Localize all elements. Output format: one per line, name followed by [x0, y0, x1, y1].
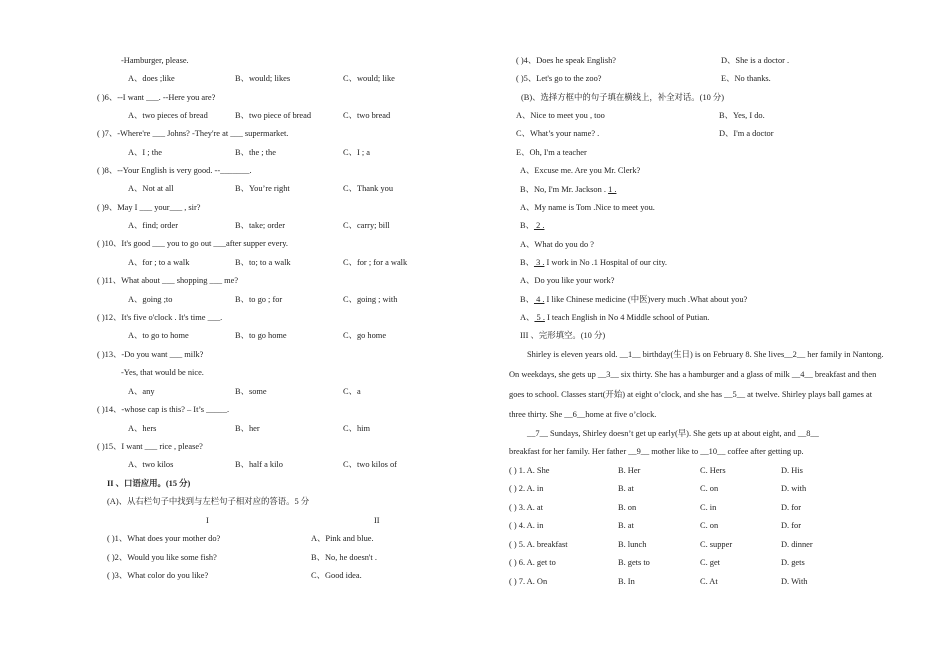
q9-option-b: B、take; order: [235, 221, 286, 230]
dialog-blank-1: 1 .: [608, 185, 617, 194]
box-option-d: D、I'm a doctor: [719, 129, 774, 138]
match-answer-a: A、Pink and blue.: [311, 534, 374, 543]
cloze-row-2-c: C. on: [700, 484, 719, 493]
q5-option-a: A、does ;like: [128, 74, 175, 83]
cloze-row-6-a: ( ) 6. A. get to: [509, 558, 556, 567]
match-question-5: ( )5、Let's go to the zoo?: [516, 74, 602, 83]
dialog-blank-5: 5 .: [534, 313, 545, 322]
cloze-row-3-c: C. in: [700, 503, 717, 512]
dialog-line-4: B、 2 .: [520, 221, 545, 230]
cloze-row-7-d: D. With: [781, 577, 808, 586]
section-3-title: III 、完形填空。(10 分): [520, 331, 606, 340]
match-question-4: ( )4、Does he speak English?: [516, 56, 617, 65]
match-answer-d: D、She is a doctor .: [721, 56, 790, 65]
q11-option-a: A、going ;to: [128, 295, 173, 304]
q13-stem: ( )13、-Do you want ___ milk?: [97, 350, 204, 359]
q6-option-b: B、two piece of bread: [235, 111, 312, 120]
q8-option-a: A、Not at all: [128, 184, 174, 193]
dialog-line-3: A、My name is Tom .Nice to meet you.: [520, 203, 655, 212]
q15-option-a: A、two kilos: [128, 460, 174, 469]
cloze-row-5-c: C. supper: [700, 540, 733, 549]
cloze-row-5-b: B. lunch: [618, 540, 647, 549]
cloze-row-6-b: B. gets to: [618, 558, 650, 567]
cloze-row-5-d: D. dinner: [781, 540, 813, 549]
q8-option-c: C、Thank you: [343, 184, 394, 193]
q12-stem: ( )12、It's five o'clock . It's time ___.: [97, 313, 223, 322]
box-option-e: E、Oh, I'm a teacher: [516, 148, 587, 157]
passage-line-1: Shirley is eleven years old. __1__ birthday(生日) is on February 8. She lives__2__ her family in Nantong.: [527, 350, 884, 359]
cloze-row-4-b: B. at: [618, 521, 634, 530]
cloze-row-6-d: D. gets: [781, 558, 805, 567]
passage-line-6: breakfast for her family. Her father __9__ mother like to __10__ coffee after getting up.: [509, 447, 804, 456]
q14-option-c: C、him: [343, 424, 370, 433]
passage-line-4: three thirty. She __6__home at five o’clock.: [509, 410, 657, 419]
section-2b-instruction: (B)、选择方框中的句子填在横线上，补全对话。(10 分): [521, 93, 725, 102]
q15-stem: ( )15、I want ___ rice , please?: [97, 442, 203, 451]
dialog-blank-2: 2 .: [533, 221, 545, 230]
q5-option-b: B、would; likes: [235, 74, 291, 83]
q13-option-b: B、some: [235, 387, 267, 396]
column-ii-header: II: [374, 516, 380, 525]
q14-option-a: A、hers: [128, 424, 157, 433]
cloze-row-3-d: D. for: [781, 503, 802, 512]
q7-option-c: C、I ; a: [343, 148, 370, 157]
q13-option-a: A、any: [128, 387, 155, 396]
dialog-line-9: A、 5 . I teach English in No 4 Middle school of Putian.: [520, 313, 710, 322]
q12-option-a: A、to go to home: [128, 331, 189, 340]
match-question-2: ( )2、Would you like some fish?: [107, 553, 217, 562]
dialog-blank-4: 4 .: [533, 295, 545, 304]
q10-option-c: C、for ; for a walk: [343, 258, 408, 267]
cloze-row-1-a: ( ) 1. A. She: [509, 466, 550, 475]
passage-line-3: goes to school. Classes start(开始) at eight o’clock, and she has __5__ at twelve. Shirley plays ball games at: [509, 390, 873, 399]
q10-option-b: B、to; to a walk: [235, 258, 291, 267]
cloze-row-7-c: C. At: [700, 577, 718, 586]
q6-option-a: A、two pieces of bread: [128, 111, 208, 120]
match-answer-c: C、Good idea.: [311, 571, 362, 580]
box-option-a: A、Nice to meet you , too: [516, 111, 605, 120]
dialog-line-5: A、What do you do ?: [520, 240, 594, 249]
q11-stem: ( )11、What about ___ shopping ___ me?: [97, 276, 239, 285]
q15-option-b: B、half a kilo: [235, 460, 283, 469]
cloze-row-4-a: ( ) 4. A. in: [509, 521, 544, 530]
cloze-row-6-c: C. get: [700, 558, 721, 567]
dialog-line-7: A、Do you like your work?: [520, 276, 615, 285]
q10-stem: ( )10、It's good ___ you to go out ___after supper every.: [97, 239, 288, 248]
dialog-blank-3: 3 .: [533, 258, 545, 267]
passage-line-5: __7__ Sundays, Shirley doesn’t get up early(早). She gets up at about eight, and __8__: [527, 429, 819, 438]
box-option-b: B、Yes, I do.: [719, 111, 765, 120]
q13-option-c: C、a: [343, 387, 361, 396]
column-i-header: I: [206, 516, 209, 525]
q14-option-b: B、her: [235, 424, 260, 433]
match-question-1: ( )1、What does your mother do?: [107, 534, 221, 543]
q9-option-c: C、carry; bill: [343, 221, 390, 230]
q9-stem: ( )9、May I ___ your___ , sir?: [97, 203, 201, 212]
section-2-title: II 、口语应用。(15 分): [107, 479, 191, 488]
q13-reply: -Yes, that would be nice.: [121, 368, 204, 377]
match-answer-e: E、No thanks.: [721, 74, 771, 83]
cloze-row-3-b: B. on: [618, 503, 637, 512]
q11-option-c: C、going ; with: [343, 295, 398, 304]
q8-stem: ( )8、--Your English is very good. --_______.: [97, 166, 252, 175]
section-2a-instruction: (A)、从右栏句子中找到与左栏句子相对应的答语。5 分: [107, 497, 310, 506]
q10-option-a: A、for ; to a walk: [128, 258, 190, 267]
q12-option-b: B、to go home: [235, 331, 287, 340]
cloze-row-4-d: D. for: [781, 521, 802, 530]
cloze-row-2-d: D. with: [781, 484, 807, 493]
box-option-c: C、What’s your name? .: [516, 129, 600, 138]
cloze-row-7-a: ( ) 7. A. On: [509, 577, 548, 586]
match-question-3: ( )3、What color do you like?: [107, 571, 209, 580]
cloze-row-2-b: B. at: [618, 484, 634, 493]
match-answer-b: B、No, he doesn't .: [311, 553, 377, 562]
q6-stem: ( )6、--I want ___. --Here you are?: [97, 93, 216, 102]
cloze-row-2-a: ( ) 2. A. in: [509, 484, 544, 493]
cloze-row-1-d: D. His: [781, 466, 803, 475]
q12-option-c: C、go home: [343, 331, 387, 340]
cloze-row-7-b: B. In: [618, 577, 635, 586]
passage-line-2: On weekdays, she gets up __3__ six thirty. She has a hamburger and a glass of milk __4__ breakfast and then: [509, 370, 877, 379]
q9-option-a: A、find; order: [128, 221, 179, 230]
q7-option-a: A、I ; the: [128, 148, 162, 157]
q7-option-b: B、the ; the: [235, 148, 276, 157]
dialog-line-8: B、 4 . I like Chinese medicine (中医)very much .What about you?: [520, 295, 748, 304]
q5-answer-line: -Hamburger, please.: [121, 56, 189, 65]
q5-option-c: C、would; like: [343, 74, 395, 83]
dialog-line-2: B、No, I'm Mr. Jackson . 1 .: [520, 185, 617, 194]
q8-option-b: B、You’re right: [235, 184, 290, 193]
cloze-row-1-c: C. Hers: [700, 466, 726, 475]
cloze-row-3-a: ( ) 3. A. at: [509, 503, 543, 512]
dialog-line-1: A、Excuse me. Are you Mr. Clerk?: [520, 166, 641, 175]
dialog-line-6: B、 3 . I work in No .1 Hospital of our city.: [520, 258, 667, 267]
cloze-row-1-b: B. Her: [618, 466, 641, 475]
q7-stem: ( )7、-Where're ___ Johns? -They're at ___ supermarket.: [97, 129, 289, 138]
cloze-row-4-c: C. on: [700, 521, 719, 530]
q11-option-b: B、to go ; for: [235, 295, 283, 304]
q14-stem: ( )14、-whose cap is this? – It’s _____.: [97, 405, 230, 414]
q15-option-c: C、two kilos of: [343, 460, 397, 469]
q6-option-c: C、two bread: [343, 111, 391, 120]
cloze-row-5-a: ( ) 5. A. breakfast: [509, 540, 568, 549]
